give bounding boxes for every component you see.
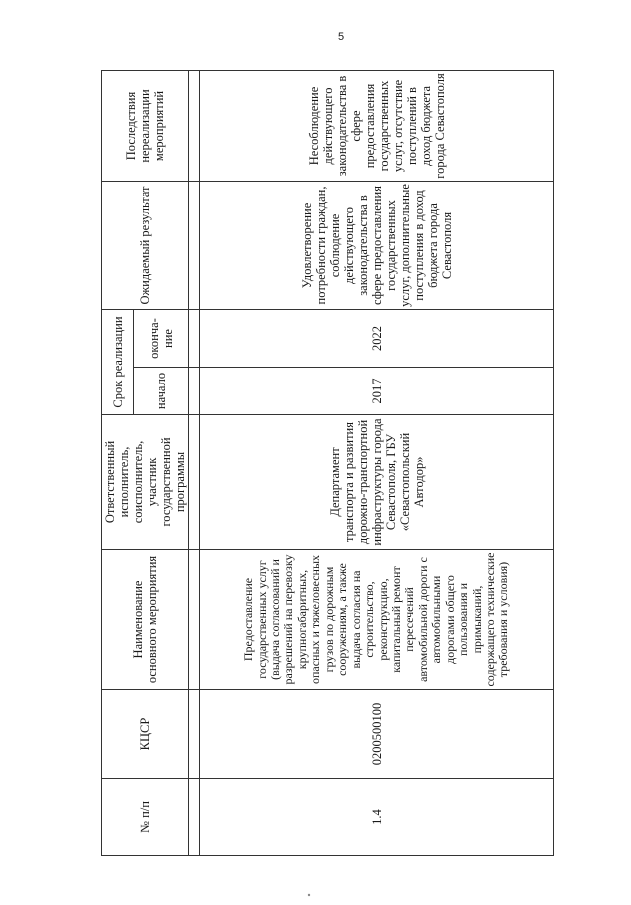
header-row-top [102, 70, 134, 855]
header-consequences: Последствия нереализации мероприятий [102, 70, 189, 181]
cell-num: 1.4 [200, 779, 554, 856]
header-period-start: начало [134, 368, 189, 415]
rotated-table-wrapper [101, 71, 554, 856]
cell-responsible: Департамент транспорта и развития дорожно-транспортной инфраструктуры города Севастополя, ГБУ «Севастопольский Автодор» [200, 415, 554, 550]
cell-expected-result: Удовлетворение потребности граждан, соблюдение действующего законодательства в сфере предоставления государственных услуг, дополнительные поступления в доход бюджета города Севастополя [200, 181, 554, 309]
header-activity-name: Наименование основного мероприятия [102, 550, 189, 690]
header-num: № п/п [102, 779, 189, 856]
cell-activity-name: Предоставление государственных услуг (выдача согласований и разрешений на перевозку крупногабаритных, опасных и тяжеловесных грузов по дорожным сооружениям, а также выдача согласия на строительство, реконструкцию, капитальный ремонт пересечений автомобильной дороги с автомобильными дорогами общего пользования и примыканий, содержащего технические требования и условия) [200, 550, 554, 690]
cell-period-end: 2022 [200, 309, 554, 367]
cell-consequences: Несоблюдение действующего законодательства в сфере предоставления государственных услуг, отсутствие поступлений в доход бюджета города Севастополя [200, 70, 554, 181]
header-period: Срок реализации [102, 309, 134, 414]
scan-speck [307, 893, 311, 897]
page-number: 5 [337, 31, 345, 43]
header-period-end: оконча-ние [134, 309, 189, 367]
program-activities-table [101, 70, 554, 856]
cell-period-start: 2017 [200, 368, 554, 415]
table-row [200, 70, 554, 855]
header-kcsr: КЦСР [102, 690, 189, 779]
header-responsible: Ответственный исполнитель, соисполнитель, участник государственной программы [102, 415, 189, 550]
header-expected-result: Ожидаемый результат [102, 181, 189, 309]
empty-row [189, 70, 200, 855]
cell-kcsr: 0200500100 [200, 690, 554, 779]
